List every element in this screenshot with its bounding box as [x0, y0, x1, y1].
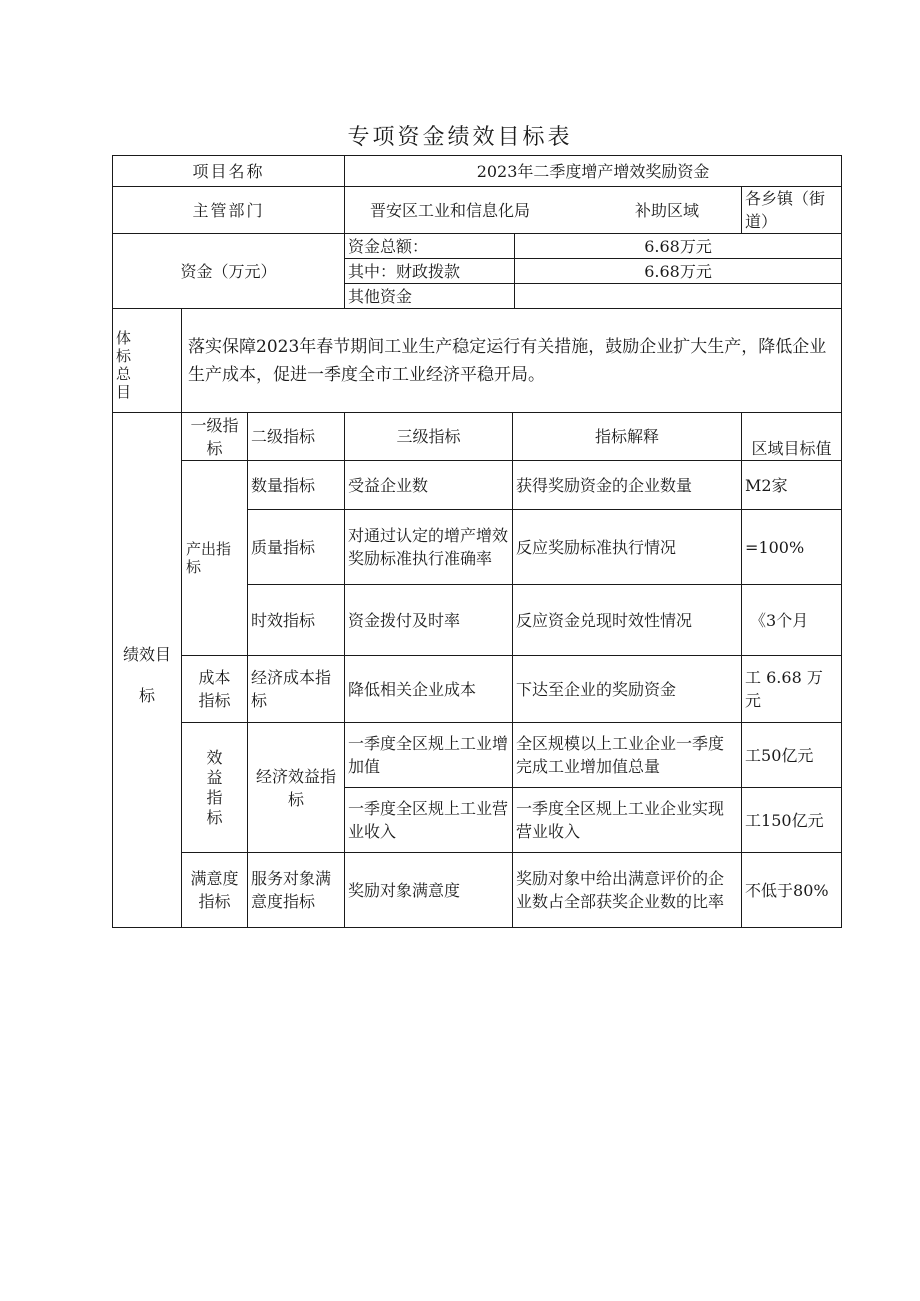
funds-label: 资金（万元）: [113, 234, 345, 309]
level2-cell: 经济效益指标: [248, 723, 345, 853]
department-label: 主管部门: [113, 187, 345, 234]
explain-cell: 反应奖励标准执行情况: [513, 510, 742, 585]
level2-cell: 质量指标: [248, 510, 345, 585]
group-satisfaction: 满意度指标: [182, 853, 248, 928]
explain-cell: 奖励对象中给出满意评价的企业数占全部获奖企业数的比率: [513, 853, 742, 928]
funds-other-label: 其他资金: [345, 284, 515, 309]
level3-cell: 一季度全区规上工业增加值: [345, 723, 513, 788]
level3-cell: 奖励对象满意度: [345, 853, 513, 928]
funds-other-value: [515, 284, 842, 309]
level2-cell: 数量指标: [248, 461, 345, 510]
funds-total-label: 资金总额：: [345, 234, 515, 259]
header-level3: 三级指标: [345, 413, 513, 461]
table-row: [113, 853, 842, 928]
level3-cell: 受益企业数: [345, 461, 513, 510]
page-title: 专项资金绩效目标表: [347, 125, 573, 150]
overall-goal-text: 落实保障2023年春节期间工业生产稳定运行有关措施，鼓励企业扩大生产，降低企业生产成本，促进一季度全市工业经济平稳开局。: [182, 309, 842, 413]
level2-cell: 时效指标: [248, 585, 345, 656]
area-value: 各乡镇（街道）: [742, 187, 842, 234]
target-cell: =100%: [742, 510, 842, 585]
explain-cell: 一季度全区规上工业企业实现营业收入: [513, 788, 742, 853]
target-cell: 不低于80%: [742, 853, 842, 928]
level3-cell: 降低相关企业成本: [345, 656, 513, 723]
header-target: 区域目标值: [742, 413, 842, 461]
funds-fiscal-value: 6.68万元: [515, 259, 842, 284]
table-row: [113, 656, 842, 723]
explain-cell: 下达至企业的奖励资金: [513, 656, 742, 723]
header-level1: 一级指标: [182, 413, 248, 461]
project-name-label: 项目名称: [113, 156, 345, 187]
explain-cell: 全区规模以上工业企业一季度完成工业增加值总量: [513, 723, 742, 788]
group-cost: 成本指标: [182, 656, 248, 723]
level3-cell: 对通过认定的增产增效奖励标准执行准确率: [345, 510, 513, 585]
overall-goal-label: 体 标 总 目: [113, 309, 182, 413]
header-level2: 二级指标: [248, 413, 345, 461]
level2-cell: 经济成本指标: [248, 656, 345, 723]
target-cell: 《3个月: [742, 585, 842, 656]
target-cell: 工50亿元: [742, 723, 842, 788]
target-cell: 工 6.68 万元: [742, 656, 842, 723]
level3-cell: 一季度全区规上工业营业收入: [345, 788, 513, 853]
funds-fiscal-label: 其中：财政拨款: [345, 259, 515, 284]
level2-cell: 服务对象满意度指标: [248, 853, 345, 928]
explain-cell: 获得奖励资金的企业数量: [513, 461, 742, 510]
group-output: 产出指标: [182, 461, 248, 656]
level3-cell: 资金拨付及时率: [345, 585, 513, 656]
performance-target-table: [112, 155, 842, 928]
table-row: [113, 461, 842, 510]
target-cell: 工150亿元: [742, 788, 842, 853]
area-label: 补助区域: [635, 200, 700, 220]
funds-total-value: 6.68万元: [515, 234, 842, 259]
explain-cell: 反应资金兑现时效性情况: [513, 585, 742, 656]
department-cell: [345, 187, 742, 234]
project-name-value: 2023年二季度增产增效奖励资金: [345, 156, 842, 187]
department-value: 晋安区工业和信息化局: [370, 200, 531, 220]
table-row: [113, 723, 842, 788]
target-cell: M2家: [742, 461, 842, 510]
group-benefit: 效益指标: [182, 723, 248, 853]
performance-goal-label: 绩效目 标: [113, 413, 182, 928]
header-explain: 指标解释: [513, 413, 742, 461]
